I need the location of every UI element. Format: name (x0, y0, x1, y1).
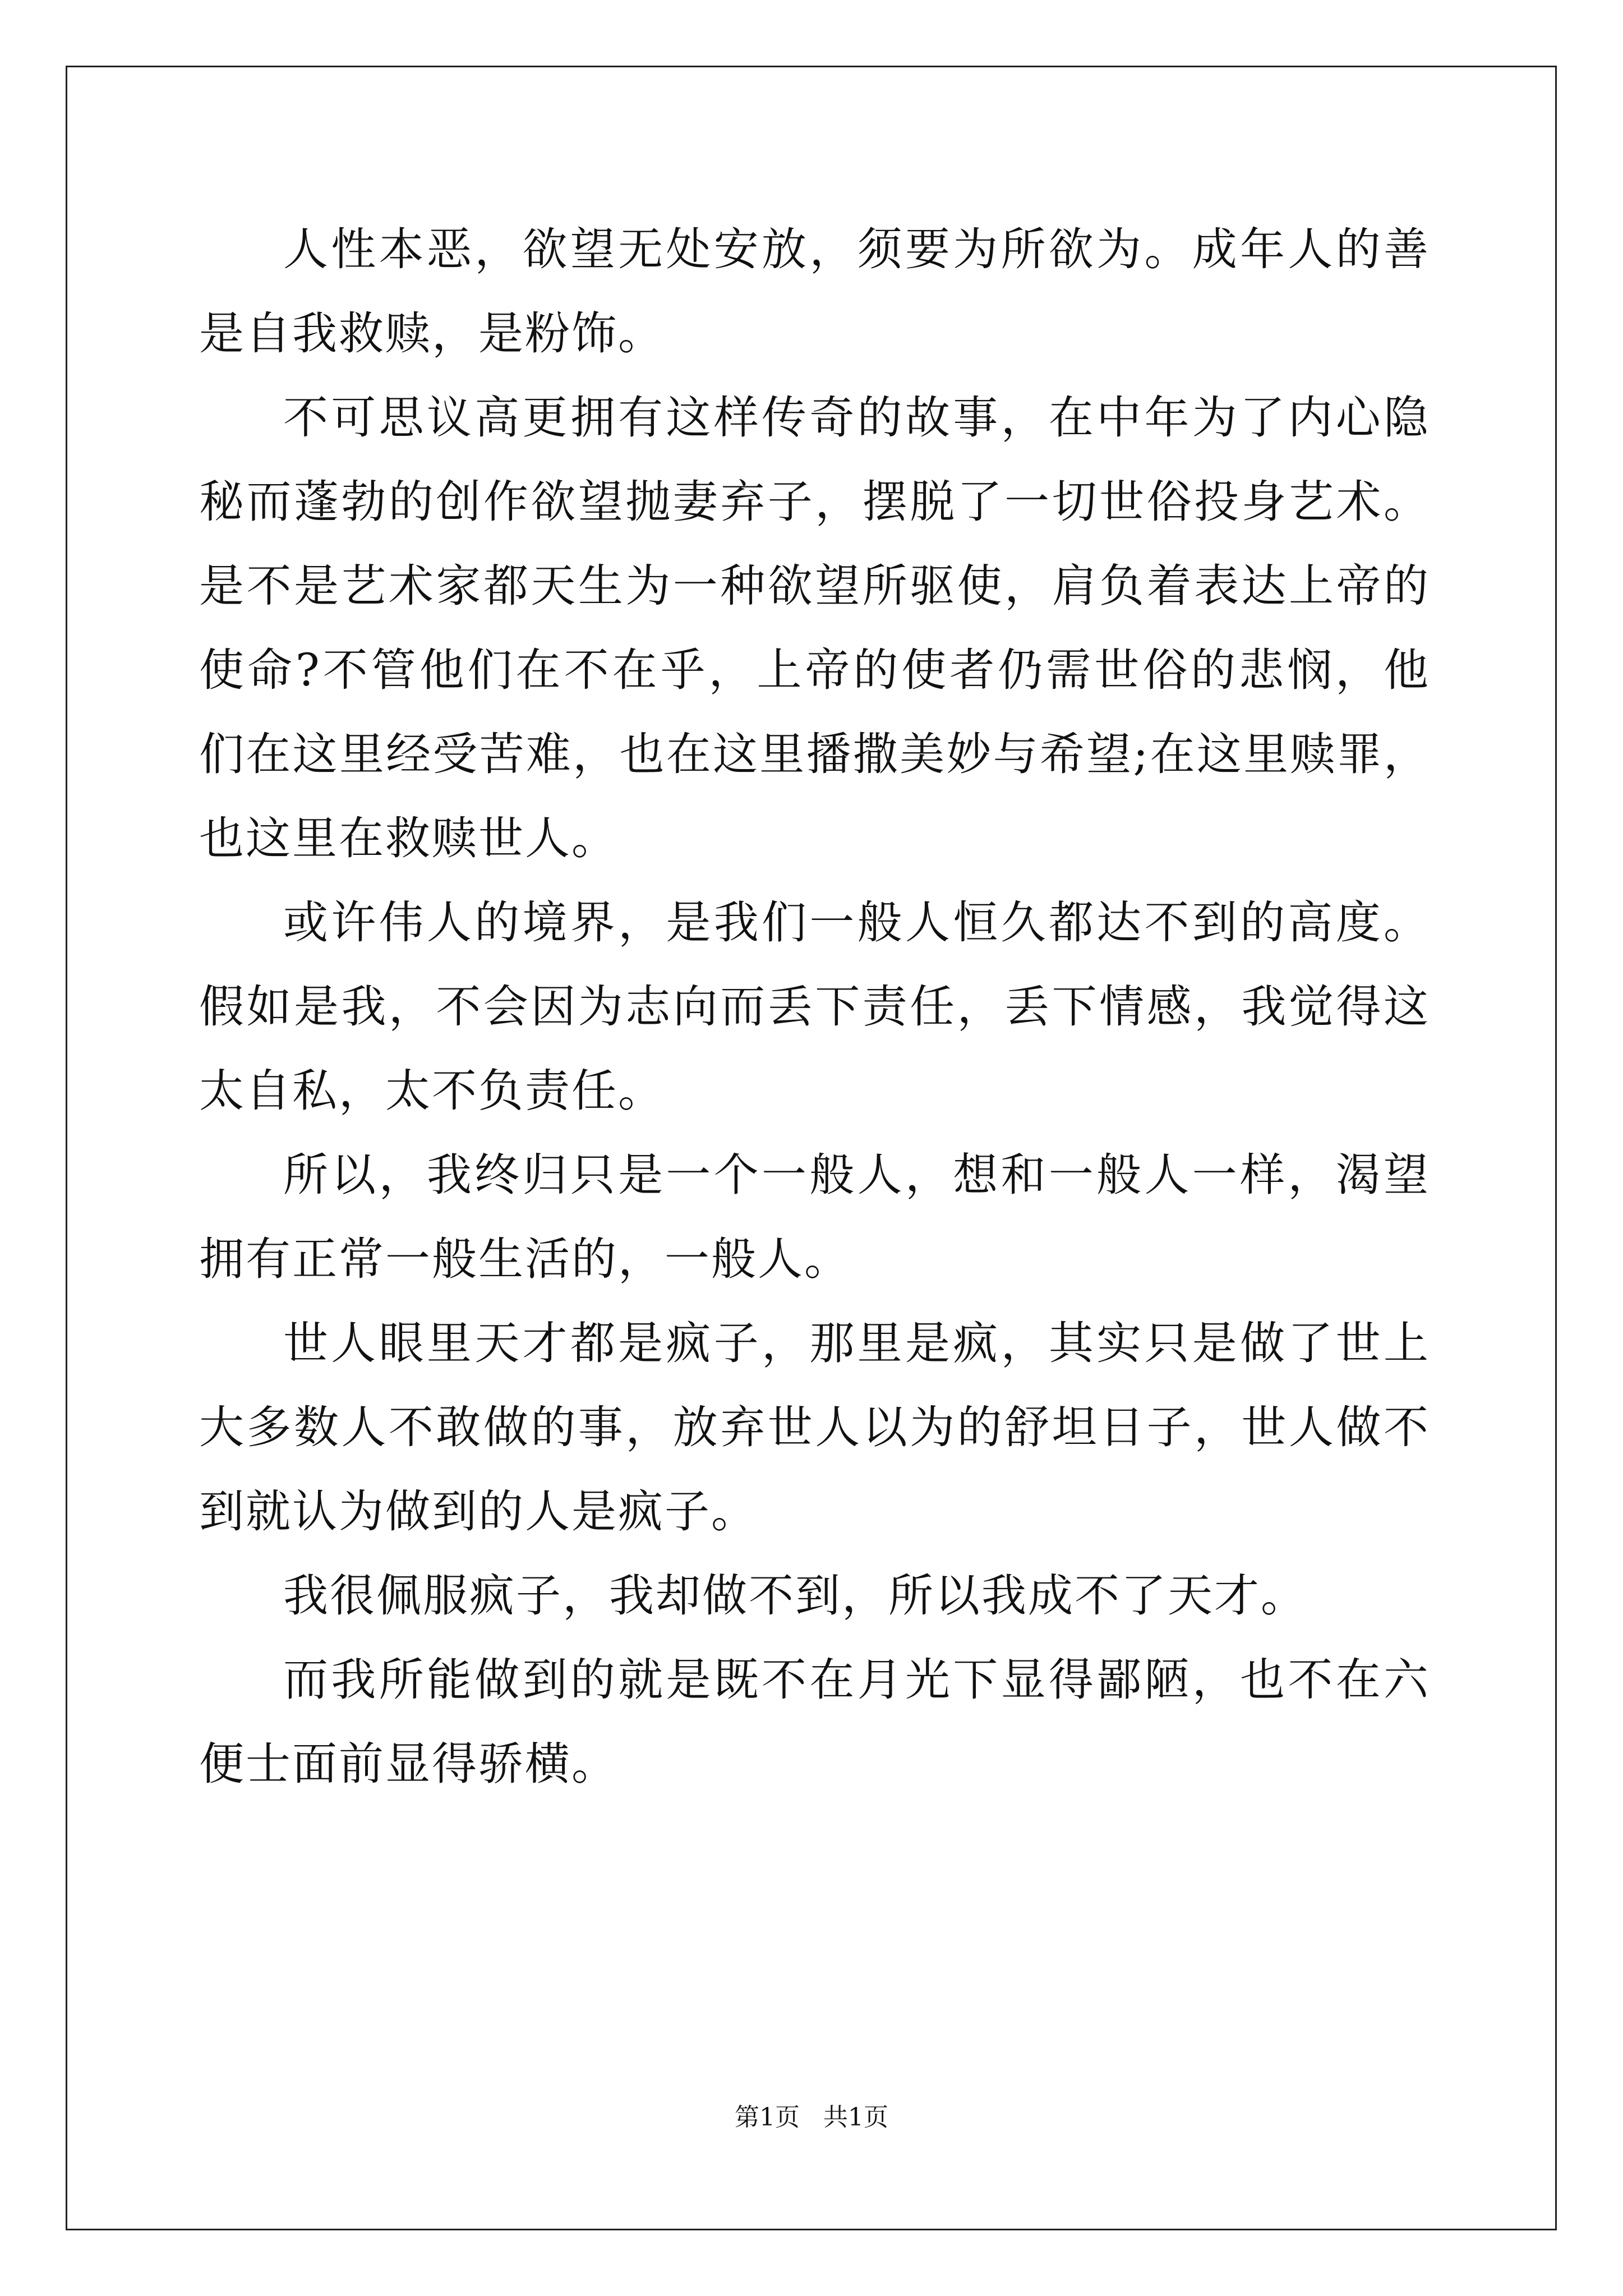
page-total: 共1页 (823, 2103, 888, 2132)
page-number: 第1页 (735, 2103, 800, 2132)
paragraph-4: 所以，我终归只是一个一般人，想和一般人一样，渴望拥有正常一般生活的，一般人。 (199, 1149, 1430, 1285)
paragraph-5: 世人眼里天才都是疯子，那里是疯，其实只是做了世上大多数人不敢做的事，放弃世人以为的舒坦日子，世人做不到就认为做到的人是疯子。 (199, 1317, 1430, 1538)
page-footer (0, 2101, 1623, 2134)
paragraph-2: 不可思议高更拥有这样传奇的故事，在中年为了内心隐秘而蓬勃的创作欲望抛妻弃子，摆脱了一切世俗投身艺术。是不是艺术家都天生为一种欲望所驱使，肩负着表达上帝的使命?不管他们在不在乎，上帝的使者仍需世俗的悲悯，他们在这里经受苦难，也在这里播撒美妙与希望;在这里赎罪，也这里在救赎世人。 (199, 392, 1430, 864)
paragraph-1: 人性本恶，欲望无处安放，须要为所欲为。成年人的善是自我救赎，是粉饰。 (199, 223, 1430, 360)
paragraph-3: 或许伟人的境界，是我们一般人恒久都达不到的高度。假如是我，不会因为志向而丢下责任，丢下情感，我觉得这太自私，太不负责任。 (199, 896, 1430, 1117)
document-body (199, 208, 1430, 1806)
paragraph-6: 我很佩服疯子，我却做不到，所以我成不了天才。 (283, 1570, 1307, 1622)
paragraph-7: 而我所能做到的就是既不在月光下显得鄙陋，也不在六便士面前显得骄横。 (199, 1654, 1430, 1790)
